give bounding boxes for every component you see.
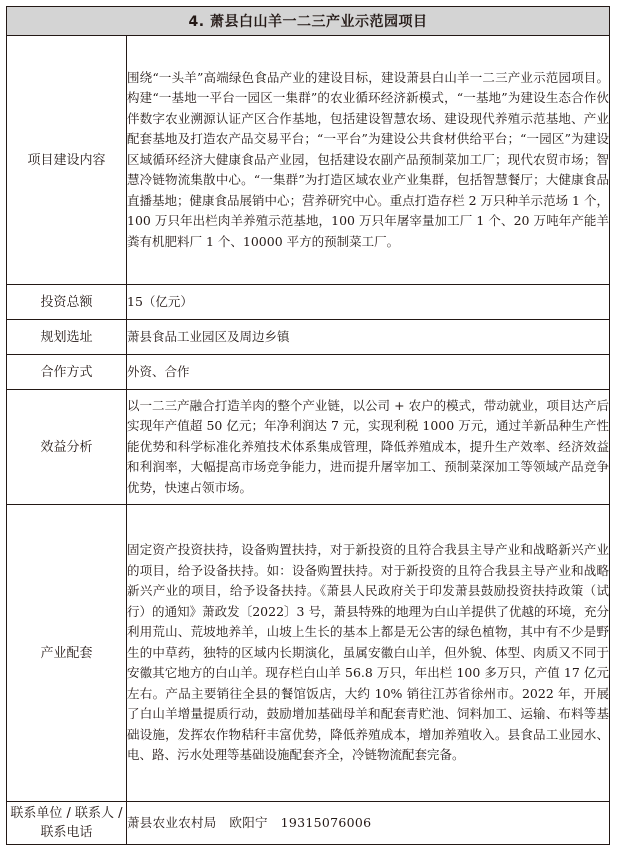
project-sheet [6,6,609,845]
project-title: 4. 萧县白山羊一二三产业示范园项目 [7,7,610,36]
row-label-support: 产业配套 [7,505,127,802]
row-label-cooperation: 合作方式 [7,355,127,390]
table-row [7,285,610,320]
project-table [6,6,610,845]
row-value-content: 围绕“一头羊”高端绿色食品产业的建设目标，建设萧县白山羊一二三产业示范园项目。构建“一基地一平台一园区一集群”的农业循环经济新模式，“一基地”为建设生态合作伙伴数字农业溯源认证产区合作基地，包括建设智慧农场、建设现代养殖示范基地、产业配套基地及打造农产品交易平台；“一平台”为建设公共食材供给平台；“一园区”为建设区域循环经济大健康食品产业园，包括建设农副产品预制菜加工厂；现代农贸市场；智慧冷链物流集散中心。“一集群”为打造区域农业产业集群，包括智慧餐厅；大健康食品直播基地；健康食品展销中心；营养研究中心。重点打造存栏 2 万只种羊示范场 1 个，100 万只年出栏肉羊养殖示范基地，100 万只年屠宰量加工厂 1 个、20 万吨年产能羊粪有机肥料厂 1 个、10000 平方的预制菜工厂。 [127,36,610,285]
table-row [7,390,610,505]
table-row [7,355,610,390]
row-value-support: 固定资产投资扶持，设备购置扶持，对于新投资的且符合我县主导产业和战略新兴产业的项目，给予设备扶持。如：设备购置扶持。对于新投资的且符合我县主导产业和战略新兴产业的项目，给予设备扶持。《萧县人民政府关于印发萧县鼓励投资扶持政策（试行）的通知》萧政发〔2022〕3 号，萧县特殊的地理为白山羊提供了优越的环境，充分利用荒山、荒坡地养羊，山坡上生长的基本上都是无公害的绿色植物，其中有不少是野生的中草药，独特的区域内长期演化，虽属安徽白山羊，但外貌、体型、肉质又不同于安徽其它地方的白山羊。现存栏白山羊 56.8 万只，年出栏 100 多万只，产值 17 亿元左右。产品主要销往全县的餐馆饭店，大约 10% 销往江苏省徐州市。2022 年，开展了白山羊增量提质行动，鼓励增加基础母羊和配套青贮池、饲料加工、运输、布料等基础设施，发挥农作物秸秆丰富优势，降低养殖成本，增加养殖收入。县食品工业园水、电、路、污水处理等基础设施配套齐全，冷链物流配套完备。 [127,505,610,802]
row-value-contact: 萧县农业农村局 欧阳宁 19315076006 [127,802,610,845]
row-label-contact: 联系单位 / 联系人 / 联系电话 [7,802,127,845]
table-row [7,320,610,355]
row-label-benefit: 效益分析 [7,390,127,505]
row-value-benefit: 以一二三产融合打造羊肉的整个产业链，以公司 + 农户的模式，带动就业，项目达产后实现年产值超 50 亿元；年净利润达 7 元，实现利税 1000 万元，通过羊新品种生产性能优势和科学标准化养殖技术体系集成管理，降低养殖成本，提升生产效率、经济效益和利润率，大幅提高市场竞争能力，进而提升屠宰加工、预制菜深加工等领域产品竞争优势，快速占领市场。 [127,390,610,505]
title-row [7,7,610,36]
row-value-site: 萧县食品工业园区及周边乡镇 [127,320,610,355]
row-label-content: 项目建设内容 [7,36,127,285]
table-row [7,36,610,285]
row-value-investment: 15（亿元） [127,285,610,320]
table-row [7,505,610,802]
row-value-cooperation: 外资、合作 [127,355,610,390]
table-row [7,802,610,845]
row-label-investment: 投资总额 [7,285,127,320]
row-label-site: 规划选址 [7,320,127,355]
